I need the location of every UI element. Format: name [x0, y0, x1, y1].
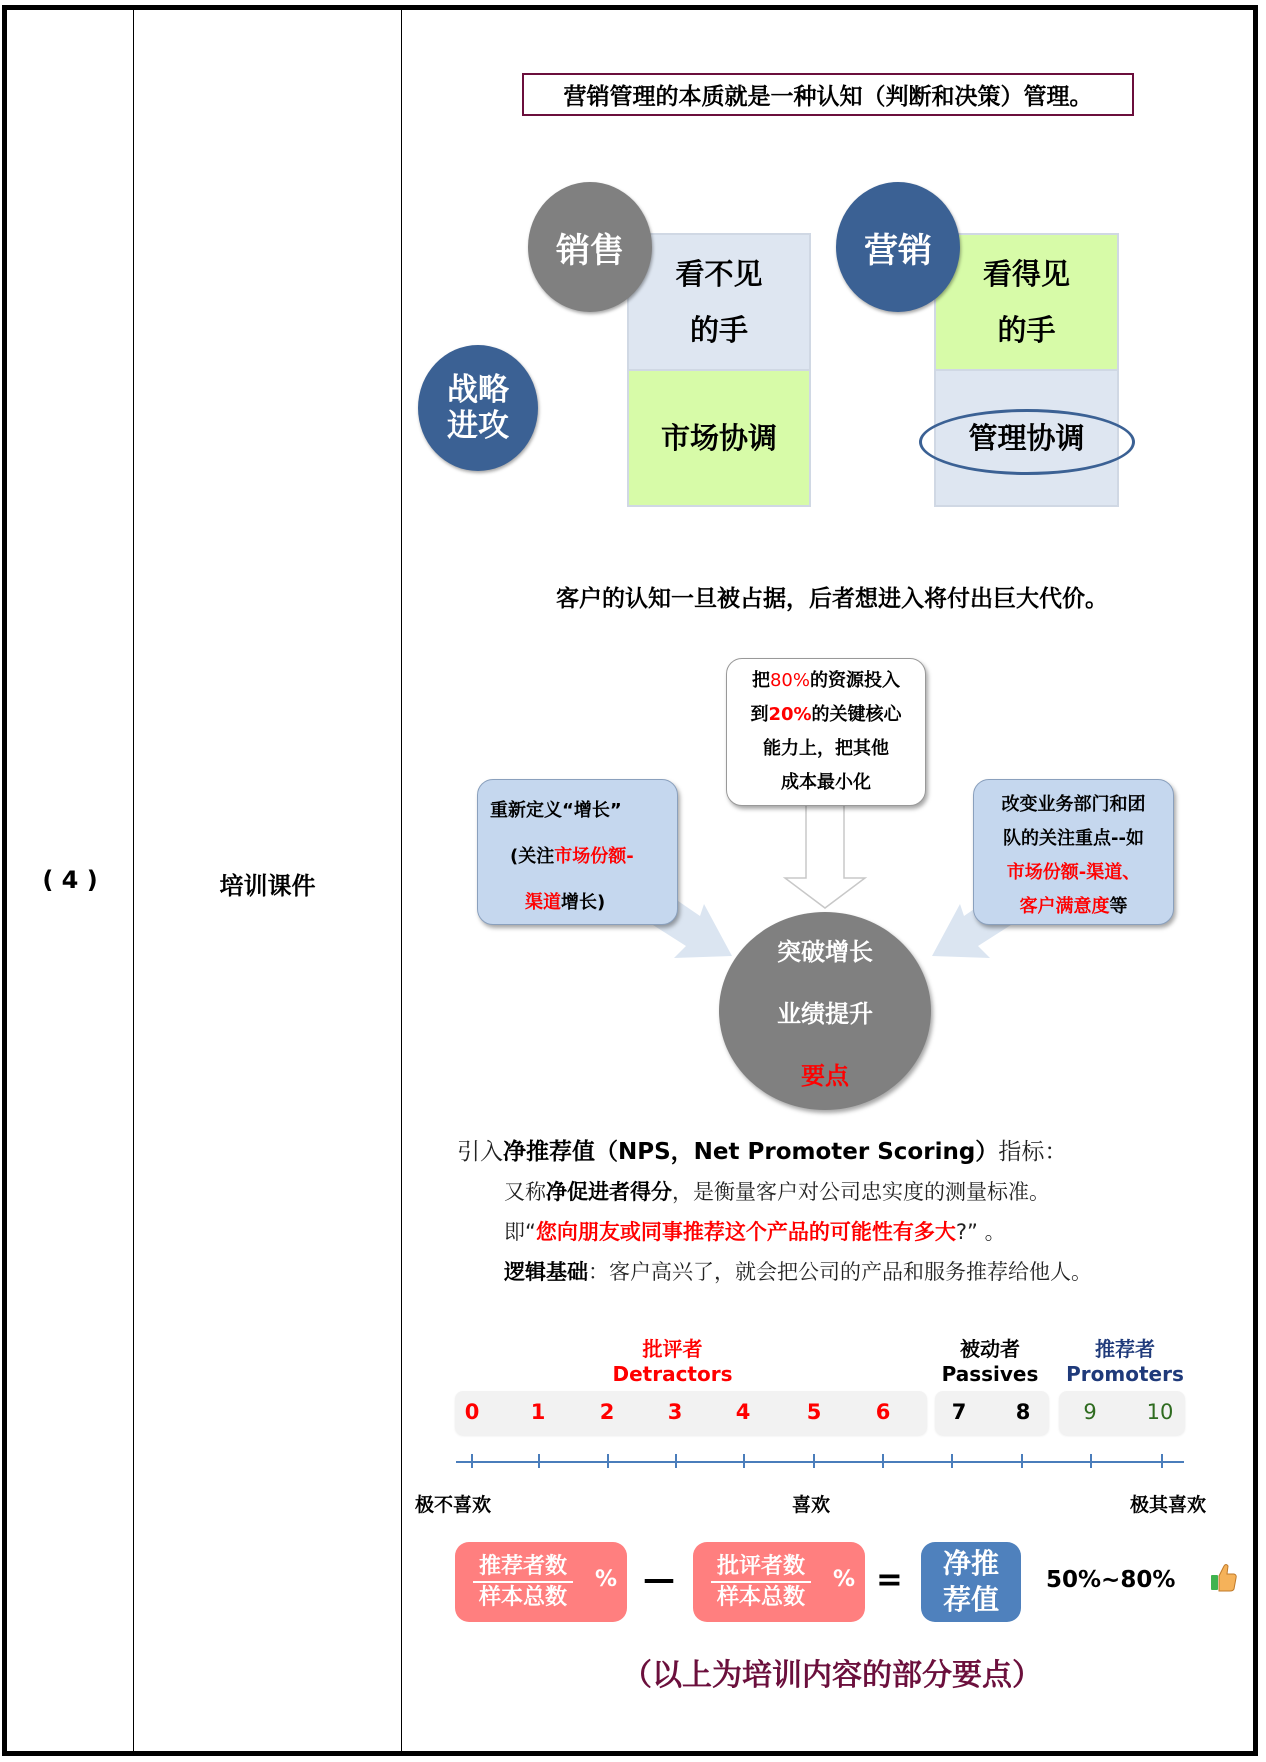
axis-tick — [607, 1454, 609, 1468]
score-5: 5 — [806, 1400, 822, 1424]
text: ：客户高兴了，就会把公司的产品和服务推荐给他人。 — [588, 1260, 1092, 1284]
score-10: 10 — [1146, 1400, 1174, 1424]
score-7: 7 — [951, 1400, 967, 1424]
marketing-label: 营销 — [864, 230, 932, 271]
score-0: 0 — [464, 1400, 480, 1424]
text: 把 — [751, 670, 770, 691]
denominator: 样本总数 — [478, 1585, 567, 1610]
axis-tick — [813, 1454, 815, 1468]
group-cn: 推荐者 — [1095, 1337, 1155, 1361]
equals-sign: = — [876, 1560, 903, 1598]
text: 即“ — [504, 1220, 536, 1244]
result-text: 荐值 — [942, 1583, 999, 1616]
score-6: 6 — [875, 1400, 891, 1424]
strategy-label: 进攻 — [447, 408, 509, 444]
growth-key-circle — [719, 912, 931, 1110]
axis-label-like: 喜欢 — [792, 1494, 831, 1516]
cell-text: 看得见 — [982, 257, 1070, 291]
cell-text: 管理协调 — [968, 421, 1085, 455]
text: (关注 — [510, 846, 555, 867]
fraction — [473, 1552, 573, 1612]
score-2: 2 — [599, 1400, 615, 1424]
group-en: Passives — [941, 1362, 1039, 1386]
nps-result-box — [921, 1542, 1021, 1622]
sales-label: 销售 — [556, 230, 624, 271]
text: 重新定义“增长” — [490, 800, 622, 821]
redefine-growth-box — [477, 779, 678, 925]
marketing-circle — [836, 182, 960, 312]
axis-tick — [951, 1454, 953, 1468]
nps-definition — [504, 1176, 1050, 1206]
result-text: 净推 — [942, 1547, 999, 1580]
score-1: 1 — [530, 1400, 546, 1424]
sales-circle — [528, 182, 652, 312]
text: 能力上，把其他 — [763, 738, 889, 759]
visible-hand-cell — [934, 233, 1119, 371]
score-4: 4 — [735, 1400, 751, 1424]
highlight-text: 客户满意度 — [1019, 896, 1110, 917]
text: 到 — [750, 704, 769, 725]
resource-focus-box — [726, 658, 926, 806]
text: 等 — [1109, 896, 1128, 917]
market-coordination-cell — [627, 369, 811, 507]
highlight-80: 80% — [769, 670, 810, 691]
group-en: Detractors — [612, 1362, 733, 1386]
fraction — [711, 1552, 811, 1612]
text: ，是衡量客户对公司忠实度的测量标准。 — [672, 1180, 1050, 1204]
nps-logic — [504, 1256, 1092, 1286]
text: 改变业务部门和团 — [1001, 794, 1146, 815]
cell-text: 的手 — [997, 313, 1056, 347]
text: 增长) — [561, 892, 606, 913]
highlight-text: 市场份额-渠道、 — [1006, 862, 1141, 883]
insight-sentence: 客户的认知一旦被占据，后者想进入将付出巨大代价。 — [556, 586, 1108, 612]
axis-label-love: 极其喜欢 — [1130, 1494, 1207, 1516]
change-focus-box — [973, 779, 1174, 925]
text: 的资源投入 — [810, 670, 900, 691]
axis-tick — [743, 1454, 745, 1468]
nps-range: 50%~80% — [1046, 1567, 1176, 1593]
text: 队的关注重点--如 — [1003, 828, 1144, 849]
percent-sign: % — [594, 1567, 617, 1592]
promoters-ratio-box — [455, 1542, 627, 1622]
row-category: 培训课件 — [219, 872, 316, 900]
circle-line: 突破增长 — [777, 938, 873, 966]
invisible-hand-cell — [627, 233, 811, 371]
nps-intro — [457, 1133, 1067, 1166]
text: 指标： — [998, 1139, 1068, 1165]
axis-tick — [882, 1454, 884, 1468]
text: 又称 — [504, 1180, 546, 1204]
closing-note: （以上为培训内容的部分要点） — [622, 1658, 1042, 1693]
score-3: 3 — [667, 1400, 683, 1424]
group-cn: 批评者 — [642, 1337, 703, 1361]
bold-text: 净推荐值（NPS，Net Promoter Scoring） — [503, 1139, 999, 1165]
text: ?” 。 — [955, 1220, 1006, 1244]
question-text: 您向朋友或同事推荐这个产品的可能性有多大 — [535, 1220, 956, 1244]
denominator: 样本总数 — [716, 1585, 805, 1610]
circle-line-key: 要点 — [801, 1062, 849, 1090]
axis-tick — [675, 1454, 677, 1468]
highlight-20: 20% — [768, 704, 812, 725]
cell-text: 看不见 — [675, 257, 763, 291]
strategy-circle — [418, 345, 538, 471]
row-index: ( 4 ) — [42, 866, 98, 894]
axis-label-dislike: 极不喜欢 — [415, 1494, 492, 1516]
passives-label — [930, 1337, 1050, 1387]
down-arrow-icon — [785, 806, 865, 908]
numerator: 推荐者数 — [473, 1552, 573, 1583]
detractors-ratio-box — [693, 1542, 865, 1622]
strategy-label: 战略 — [447, 372, 509, 408]
detractors-label — [590, 1337, 755, 1387]
circle-line: 业绩提升 — [777, 1000, 873, 1028]
group-en: Promoters — [1066, 1362, 1184, 1386]
percent-sign: % — [832, 1567, 855, 1592]
title-box: 营销管理的本质就是一种认知（判断和决策）管理。 — [522, 73, 1134, 116]
highlight-text: 市场份额- — [554, 846, 634, 867]
bold-text: 逻辑基础 — [504, 1260, 588, 1284]
axis-tick — [1021, 1454, 1023, 1468]
score-9: 9 — [1083, 1400, 1097, 1424]
highlight-ellipse — [919, 409, 1135, 475]
promoters-label — [1060, 1337, 1190, 1387]
axis-tick — [471, 1454, 473, 1468]
cell-text: 的手 — [689, 313, 748, 347]
score-8: 8 — [1015, 1400, 1031, 1424]
text: 引入 — [457, 1139, 503, 1165]
text: 成本最小化 — [781, 772, 871, 793]
cell-text: 市场协调 — [660, 421, 777, 455]
nps-question — [504, 1216, 1006, 1246]
axis-tick — [1161, 1454, 1163, 1468]
axis-tick — [538, 1454, 540, 1468]
axis-tick — [1090, 1454, 1092, 1468]
bold-text: 净促进者得分 — [546, 1180, 672, 1204]
minus-sign: — — [643, 1560, 675, 1598]
numerator: 批评者数 — [711, 1552, 811, 1583]
score-axis — [456, 1461, 1184, 1463]
thumbs-up-icon — [1210, 1562, 1238, 1592]
text: 的关键核心 — [811, 704, 902, 725]
highlight-text: 渠道 — [525, 892, 561, 913]
group-cn: 被动者 — [960, 1337, 1020, 1361]
